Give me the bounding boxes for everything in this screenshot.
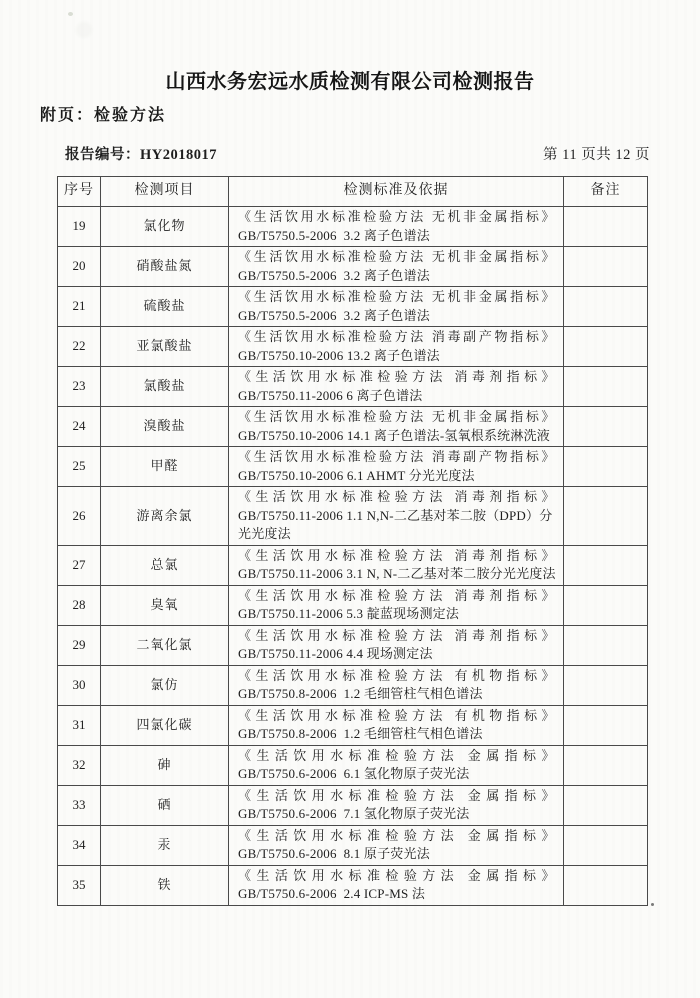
column-header: 序号 bbox=[58, 177, 101, 207]
cell-test-item: 二氧化氯 bbox=[101, 625, 229, 665]
standard-method-line: GB/T5750.6-2006 2.4 ICP-MS 法 bbox=[238, 886, 426, 901]
cell-test-item: 臭氧 bbox=[101, 585, 229, 625]
standard-title-line: 《生活饮用水标准检验方法 消毒剂指标》 bbox=[238, 627, 555, 643]
table-header-row bbox=[58, 177, 648, 207]
cell-remark bbox=[564, 665, 648, 705]
standard-title-line: 《生活饮用水标准检验方法 金属指标》 bbox=[238, 867, 555, 883]
standard-method-line: GB/T5750.6-2006 6.1 氢化物原子荧光法 bbox=[238, 766, 470, 781]
standard-title-line: 《生活饮用水标准检验方法 消毒剂指标》 bbox=[238, 489, 555, 504]
cell-remark bbox=[564, 407, 648, 447]
cell-test-item: 亚氯酸盐 bbox=[101, 327, 229, 367]
table-row bbox=[58, 447, 648, 487]
method-table bbox=[57, 176, 648, 906]
cell-remark bbox=[564, 625, 648, 665]
standard-method-line: GB/T5750.11-2006 4.4 现场测定法 bbox=[238, 646, 433, 661]
table-row bbox=[58, 705, 648, 745]
cell-test-item: 汞 bbox=[101, 825, 229, 865]
cell-test-item: 砷 bbox=[101, 745, 229, 785]
cell-standard-basis bbox=[229, 585, 564, 625]
table-row bbox=[58, 865, 648, 905]
cell-standard-basis bbox=[229, 367, 564, 407]
cell-serial-number: 28 bbox=[58, 585, 101, 625]
cell-standard-basis bbox=[229, 287, 564, 327]
table-row bbox=[58, 327, 648, 367]
standard-method-line: GB/T5750.11-2006 3.1 N, N-二乙基对苯二胺分光光度法 bbox=[238, 566, 556, 581]
cell-standard-basis bbox=[229, 625, 564, 665]
standard-title-line: 《生活饮用水标准检验方法 金属指标》 bbox=[238, 827, 555, 843]
cell-remark bbox=[564, 745, 648, 785]
cell-test-item: 游离余氯 bbox=[101, 487, 229, 546]
cell-serial-number: 26 bbox=[58, 487, 101, 546]
cell-serial-number: 19 bbox=[58, 207, 101, 247]
table-row bbox=[58, 407, 648, 447]
cell-serial-number: 27 bbox=[58, 545, 101, 585]
table-row bbox=[58, 745, 648, 785]
cell-standard-basis bbox=[229, 447, 564, 487]
cell-standard-basis bbox=[229, 865, 564, 905]
cell-serial-number: 30 bbox=[58, 665, 101, 705]
cell-serial-number: 23 bbox=[58, 367, 101, 407]
standard-title-line: 《生活饮用水标准检验方法 无机非金属指标》 bbox=[238, 409, 555, 424]
cell-standard-basis bbox=[229, 327, 564, 367]
cell-remark bbox=[564, 825, 648, 865]
standard-title-line: 《生活饮用水标准检验方法 消毒剂指标》 bbox=[238, 587, 555, 603]
cell-remark bbox=[564, 207, 648, 247]
cell-serial-number: 31 bbox=[58, 705, 101, 745]
standard-title-line: 《生活饮用水标准检验方法 消毒剂指标》 bbox=[238, 547, 555, 563]
method-table-body bbox=[58, 207, 648, 906]
table-row bbox=[58, 825, 648, 865]
cell-standard-basis bbox=[229, 247, 564, 287]
standard-method-line: GB/T5750.11-2006 1.1 N,N-二乙基对苯二胺（DPD）分光光度法 bbox=[238, 507, 553, 541]
cell-serial-number: 35 bbox=[58, 865, 101, 905]
cell-serial-number: 34 bbox=[58, 825, 101, 865]
standard-method-line: GB/T5750.10-2006 14.1 离子色谱法-氢氧根系统淋洗液 bbox=[238, 427, 550, 443]
column-header: 检测标准及依据 bbox=[229, 177, 564, 207]
attachment-label: 附页：检验方法 bbox=[40, 107, 167, 124]
cell-serial-number: 33 bbox=[58, 785, 101, 825]
standard-method-line: GB/T5750.11-2006 5.3 靛蓝现场测定法 bbox=[238, 606, 460, 621]
cell-standard-basis bbox=[229, 825, 564, 865]
cell-remark bbox=[564, 247, 648, 287]
column-header: 备注 bbox=[564, 177, 648, 207]
standard-title-line: 《生活饮用水标准检验方法 消毒副产物指标》 bbox=[238, 449, 555, 464]
standard-method-line: GB/T5750.8-2006 1.2 毛细管柱气相色谱法 bbox=[238, 686, 483, 701]
standard-title-line: 《生活饮用水标准检验方法 金属指标》 bbox=[238, 787, 555, 803]
column-header: 检测项目 bbox=[101, 177, 229, 207]
standard-method-line: GB/T5750.6-2006 7.1 氢化物原子荧光法 bbox=[238, 806, 470, 821]
table-row bbox=[58, 247, 648, 287]
table-row bbox=[58, 207, 648, 247]
report-number: 报告编号：HY2018017 bbox=[65, 147, 217, 163]
cell-serial-number: 20 bbox=[58, 247, 101, 287]
cell-remark bbox=[564, 785, 648, 825]
table-row bbox=[58, 585, 648, 625]
cell-remark bbox=[564, 585, 648, 625]
cell-remark bbox=[564, 865, 648, 905]
cell-test-item: 氯化物 bbox=[101, 207, 229, 247]
standard-title-line: 《生活饮用水标准检验方法 消毒副产物指标》 bbox=[238, 329, 555, 344]
cell-test-item: 硝酸盐氮 bbox=[101, 247, 229, 287]
cell-standard-basis bbox=[229, 407, 564, 447]
cell-serial-number: 29 bbox=[58, 625, 101, 665]
table-row bbox=[58, 287, 648, 327]
cell-standard-basis bbox=[229, 487, 564, 546]
cell-remark bbox=[564, 487, 648, 546]
cell-test-item: 铁 bbox=[101, 865, 229, 905]
cell-remark bbox=[564, 287, 648, 327]
cell-test-item: 氯酸盐 bbox=[101, 367, 229, 407]
cell-serial-number: 22 bbox=[58, 327, 101, 367]
cell-standard-basis bbox=[229, 207, 564, 247]
standard-method-line: GB/T5750.5-2006 3.2 离子色谱法 bbox=[238, 307, 430, 323]
table-row bbox=[58, 665, 648, 705]
standard-method-line: GB/T5750.11-2006 6 离子色谱法 bbox=[238, 387, 423, 403]
cell-serial-number: 21 bbox=[58, 287, 101, 327]
standard-title-line: 《生活饮用水标准检验方法 有机物指标》 bbox=[238, 707, 555, 723]
cell-standard-basis bbox=[229, 665, 564, 705]
cell-remark bbox=[564, 705, 648, 745]
scan-artifact-speck bbox=[68, 12, 73, 16]
cell-serial-number: 32 bbox=[58, 745, 101, 785]
cell-serial-number: 24 bbox=[58, 407, 101, 447]
cell-test-item: 甲醛 bbox=[101, 447, 229, 487]
cell-remark bbox=[564, 545, 648, 585]
cell-remark bbox=[564, 447, 648, 487]
table-row bbox=[58, 545, 648, 585]
cell-standard-basis bbox=[229, 785, 564, 825]
cell-serial-number: 25 bbox=[58, 447, 101, 487]
standard-title-line: 《生活饮用水标准检验方法 有机物指标》 bbox=[238, 667, 555, 683]
report-meta-row bbox=[65, 146, 650, 165]
table-row bbox=[58, 625, 648, 665]
standard-method-line: GB/T5750.10-2006 6.1 AHMT 分光光度法 bbox=[238, 467, 475, 483]
cell-test-item: 硫酸盐 bbox=[101, 287, 229, 327]
cell-standard-basis bbox=[229, 545, 564, 585]
cell-standard-basis bbox=[229, 745, 564, 785]
standard-title-line: 《生活饮用水标准检验方法 消毒剂指标》 bbox=[238, 369, 555, 384]
cell-standard-basis bbox=[229, 705, 564, 745]
scan-artifact-dot bbox=[651, 903, 654, 906]
standard-title-line: 《生活饮用水标准检验方法 金属指标》 bbox=[238, 747, 555, 763]
cell-test-item: 氯仿 bbox=[101, 665, 229, 705]
standard-method-line: GB/T5750.6-2006 8.1 原子荧光法 bbox=[238, 846, 430, 861]
page-title: 山西水务宏远水质检测有限公司检测报告 bbox=[165, 71, 535, 93]
standard-title-line: 《生活饮用水标准检验方法 无机非金属指标》 bbox=[238, 249, 555, 264]
page-indicator: 第 11 页共 12 页 bbox=[543, 147, 650, 163]
cell-test-item: 总氯 bbox=[101, 545, 229, 585]
cell-test-item: 四氯化碳 bbox=[101, 705, 229, 745]
table-row bbox=[58, 785, 648, 825]
table-row bbox=[58, 367, 648, 407]
table-row bbox=[58, 487, 648, 546]
standard-title-line: 《生活饮用水标准检验方法 无机非金属指标》 bbox=[238, 209, 555, 224]
standard-method-line: GB/T5750.5-2006 3.2 离子色谱法 bbox=[238, 227, 430, 243]
cell-remark bbox=[564, 327, 648, 367]
cell-test-item: 硒 bbox=[101, 785, 229, 825]
cell-remark bbox=[564, 367, 648, 407]
cell-test-item: 溴酸盐 bbox=[101, 407, 229, 447]
standard-title-line: 《生活饮用水标准检验方法 无机非金属指标》 bbox=[238, 289, 555, 304]
standard-method-line: GB/T5750.10-2006 13.2 离子色谱法 bbox=[238, 347, 440, 363]
standard-method-line: GB/T5750.8-2006 1.2 毛细管柱气相色谱法 bbox=[238, 726, 483, 741]
standard-method-line: GB/T5750.5-2006 3.2 离子色谱法 bbox=[238, 267, 430, 283]
